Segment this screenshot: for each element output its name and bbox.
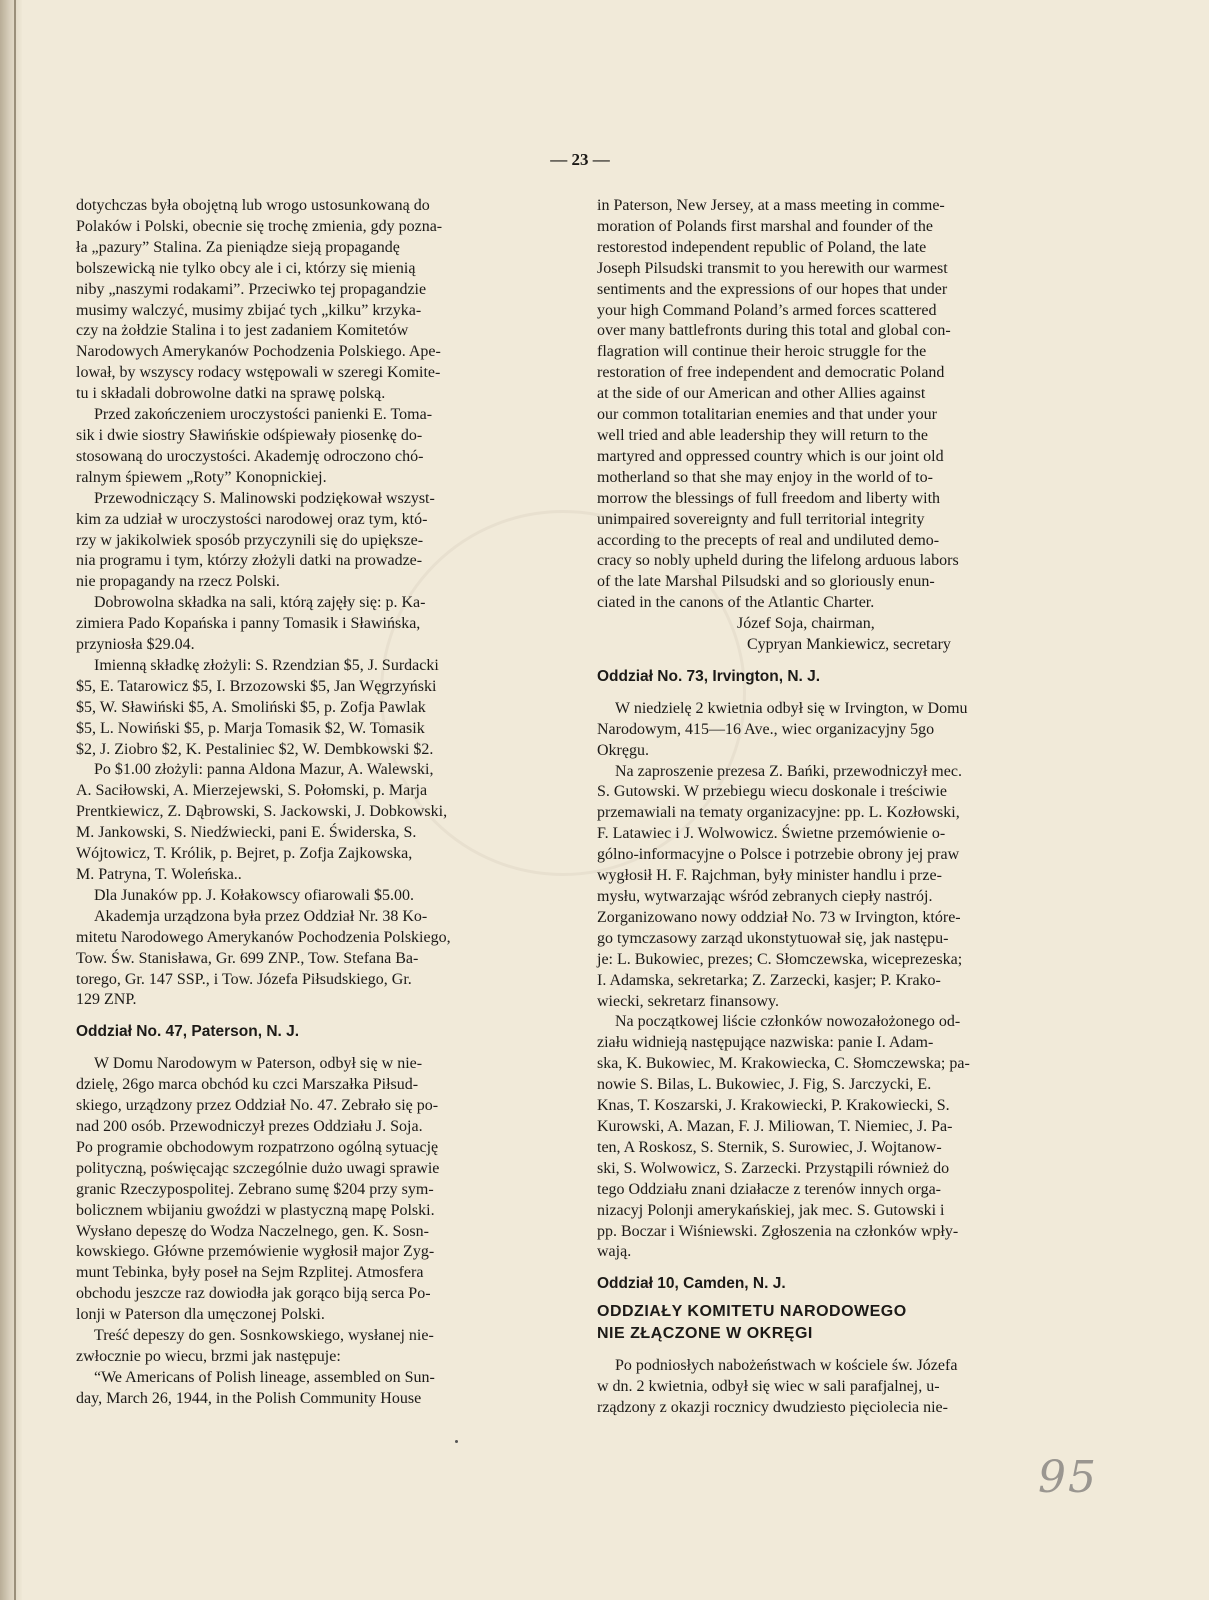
left-column [76, 196, 574, 1410]
paragraph: dotychczas była obojętną lub wrogo ustosunkowaną do Polaków i Polski, obecnie się trochę zmienia, gdy pozna- ła „pazury” Stalina. Za pieniądze sieją propagandę bolszewicką nie tylko obcy ale i ci, którzy się mienią niby „naszymi rodakami”. Przeciwko tej propagandzie musimy walczyć, musimy zbijać tych „kilku” krzyka- czy na żołdzie Stalina i to jest zadaniem Komitetów Narodowych Amerykanów Pochodzenia Polskiego. Ape- lował, by wszyscy rodacy wstępowali w szeregi Komite- tu i składali dobrowolne datki na sprawę polską. [76, 197, 443, 403]
signature-line: Józef Soja, chairman, [737, 615, 875, 633]
section-title: ODDZIAŁY KOMITETU NARODOWEGO [597, 1303, 907, 1321]
ink-speck [455, 1440, 458, 1443]
paragraph: Na zaproszenie prezesa Z. Bańki, przewodniczył mec. S. Gutowski. W przebiegu wiecu doskonale i treściwie przemawiali na tematy organizacyjne: pp. L. Kozłowski, F. Latawiec i J. Wolwowicz. Świetne przemówienie o- gólno-informacyjne o Polsce i potrzebie obrony jej praw wygłosił H. F. Rajchman, były minister handlu i prze- mysłu, wytwarzając wśród zebranych ciepły nastrój. Zorganizowano nowy oddział No. 73 w Irvington, które- go tymczasowy zarząd ukonstytuował się, jak następu- je: L. Bukowiec, prezes; C. Słomczewska, wiceprezeska; I. Adamska, sekretarka; Z. Zarzecki, kasjer; P. Krako- wiecki, sekretarz finansowy. [597, 762, 963, 1010]
paragraph: in Paterson, New Jersey, at a mass meeting in comme- moration of Polands first marshal and founder of the restorestod independent republic of Poland, the late Joseph Pilsudski transmit to you herewith our warmest sentiments and the expressions of our hopes that under your high Command Poland’s armed forces scattered over many battlefronts during this total and global con- flagration will continue their heroic struggle for the restoration of free independent and democratic Poland at the side of our American and other Allies against our common totalitarian enemies and that under your well tried and able leadership they will return to the martyred and oppressed country which is our joint old motherland so that she may enjoy in the world of to- morrow the blessings of full freedom and liberty with unimpaired sovereignty and full territorial integrity according to the precepts of real and undiluted demo- cracy so nobly upheld during the lifelong arduous labors of the late Marshal Pilsudski and so gloriously enun- ciated in the canons of the Atlantic Charter. [597, 197, 959, 612]
paragraph: Dobrowolna składka na sali, którą zajęły się: p. Ka- zimiera Pado Kopańska i panny Tomasik i Sławińska, przyniosła $29.04. [76, 594, 426, 654]
paragraph: Przed zakończeniem uroczystości panienki E. Toma- sik i dwie siostry Sławińskie odśpiewały piosenkę do- stosowaną do uroczystości. Akademję odroczono chó- ralnym śpiewem „Roty” Konopnickiej. [76, 406, 433, 486]
right-column [597, 196, 1095, 1419]
paragraph: W niedzielę 2 kwietnia odbył się w Irvington, w Domu Narodowym, 415—16 Ave., wiec organizacyjny 5go Okręgu. [597, 699, 968, 759]
binding-fold-line [14, 0, 16, 1600]
handwritten-page-number: 95 [1038, 1452, 1098, 1503]
paragraph: W Domu Narodowym w Paterson, odbył się w nie- dzielę, 26go marca obchód ku czci Marszałka Piłsud- skiego, urządzony przez Oddział No. 47. Zebrało się po- nad 200 osób. Przewodniczył prezes Oddziału J. Soja. Po programie obchodowym rozpatrzono ogólną sytuację polityczną, poświęcając szczególnie dużo uwagi sprawie granic Rzeczypospolitej. Zebrano sumę $204 przy sym- bolicznem wbijaniu gwoździ w plastyczną mapę Polski. Wysłano depeszę do Wodza Naczelnego, gen. K. Sosn- kowskiego. Główne przemówienie wygłosił major Zyg- munt Tebinka, były poseł na Sejm Rzplitej. Atmosfera obchodu jeszcze raz dowiodła jak gorąco biją serca Po- lonji w Paterson dla umęczonej Polski. [76, 1055, 440, 1324]
paragraph: Dla Junaków pp. J. Kołakowscy ofiarowali $5.00. [94, 886, 414, 904]
binding-gutter [0, 0, 22, 1600]
paragraph: Na początkowej liście członków nowozałożonego od- ziału widnieją następujące nazwiska: panie I. Adam- ska, K. Bukowiec, M. Krakowiecka, C. Słomczewska; pa- nowie S. Bilas, L. Bukowiec, J. Fig, S. Jarczycki, E. Knas, T. Koszarski, J. Krakowiecki, P. Krakowiecki, S. Kurowski, A. Mazan, F. J. Miliowan, T. Niemiec, J. Pa- ten, A Roskosz, S. Sternik, S. Surowiec, J. Wojtanow- ski, S. Wolwowicz, S. Zarzecki. Przystąpili również do tego Oddziału znani działacze z terenów innych orga- nizacyj Polonji amerykańskiej, jak mec. S. Gutowski i pp. Boczar i Wiśniewski. Zgłoszenia na członków wpły- wają. [597, 1013, 970, 1261]
paragraph: Po $1.00 złożyli: panna Aldona Mazur, A. Walewski, A. Saciłowski, A. Mierzejewski, S. Połomski, p. Marja Prentkiewicz, Z. Dąbrowski, S. Jackowski, J. Dobkowski, M. Jankowski, S. Niedźwiecki, pani E. Świderska, S. Wójtowicz, T. Królik, p. Bejret, p. Zofja Zajkowska, M. Patryna, T. Woleńska.. [76, 761, 448, 883]
section-heading: Oddział No. 73, Irvington, N. J. [597, 667, 821, 685]
section-heading: Oddział 10, Camden, N. J. [597, 1275, 786, 1293]
paragraph: Imienną składkę złożyli: S. Rzendzian $5, J. Surdacki $5, E. Tatarowicz $5, I. Brzozowski $5, Jan Węgrzyński $5, W. Sławiński $5, A. Smoliński $5, p. Zofja Pawlak $5, L. Nowiński $5, p. Marja Tomasik $2, W. Tomasik $2, J. Ziobro $2, K. Pestaliniec $2, W. Dembkowski $2. [76, 656, 439, 758]
section-title: NIE ZŁĄCZONE W OKRĘGI [597, 1325, 813, 1343]
paragraph: Przewodniczący S. Malinowski podziękował wszyst- kim za udział w uroczystości narodowej oraz tym, któ- rzy w jakikolwiek sposób przyczynili się do upiększe- nia programu i tym, którzy złożyli datki na prowadze- nie propagandy na rzecz Polski. [76, 489, 435, 591]
page-number: — 23 — [550, 150, 610, 169]
paragraph: Po podniosłych nabożeństwach w kościele św. Józefa w dn. 2 kwietnia, odbył się wiec w sali parafjalnej, u- rządzony z okazji rocznicy dwudziesto pięciolecia nie- [597, 1357, 958, 1417]
paragraph: Treść depeszy do gen. Sosnkowskiego, wysłanej nie- zwłocznie po wiecu, brzmi jak następuje: [76, 1327, 434, 1365]
signature-line: Cypryan Mankiewicz, secretary [747, 636, 951, 654]
paragraph: “We Americans of Polish lineage, assembled on Sun- day, March 26, 1944, in the Polish Community House [76, 1368, 435, 1407]
paragraph: Akademja urządzona była przez Oddział Nr. 38 Ko- mitetu Narodowego Amerykanów Pochodzenia Polskiego, Tow. Św. Stanisława, Gr. 699 ZNP., Tow. Stefana Ba- torego, Gr. 147 SSP., i Tow. Józefa Piłsudskiego, Gr. 129 ZNP. [76, 907, 451, 1009]
section-heading: Oddział No. 47, Paterson, N. J. [76, 1023, 300, 1041]
